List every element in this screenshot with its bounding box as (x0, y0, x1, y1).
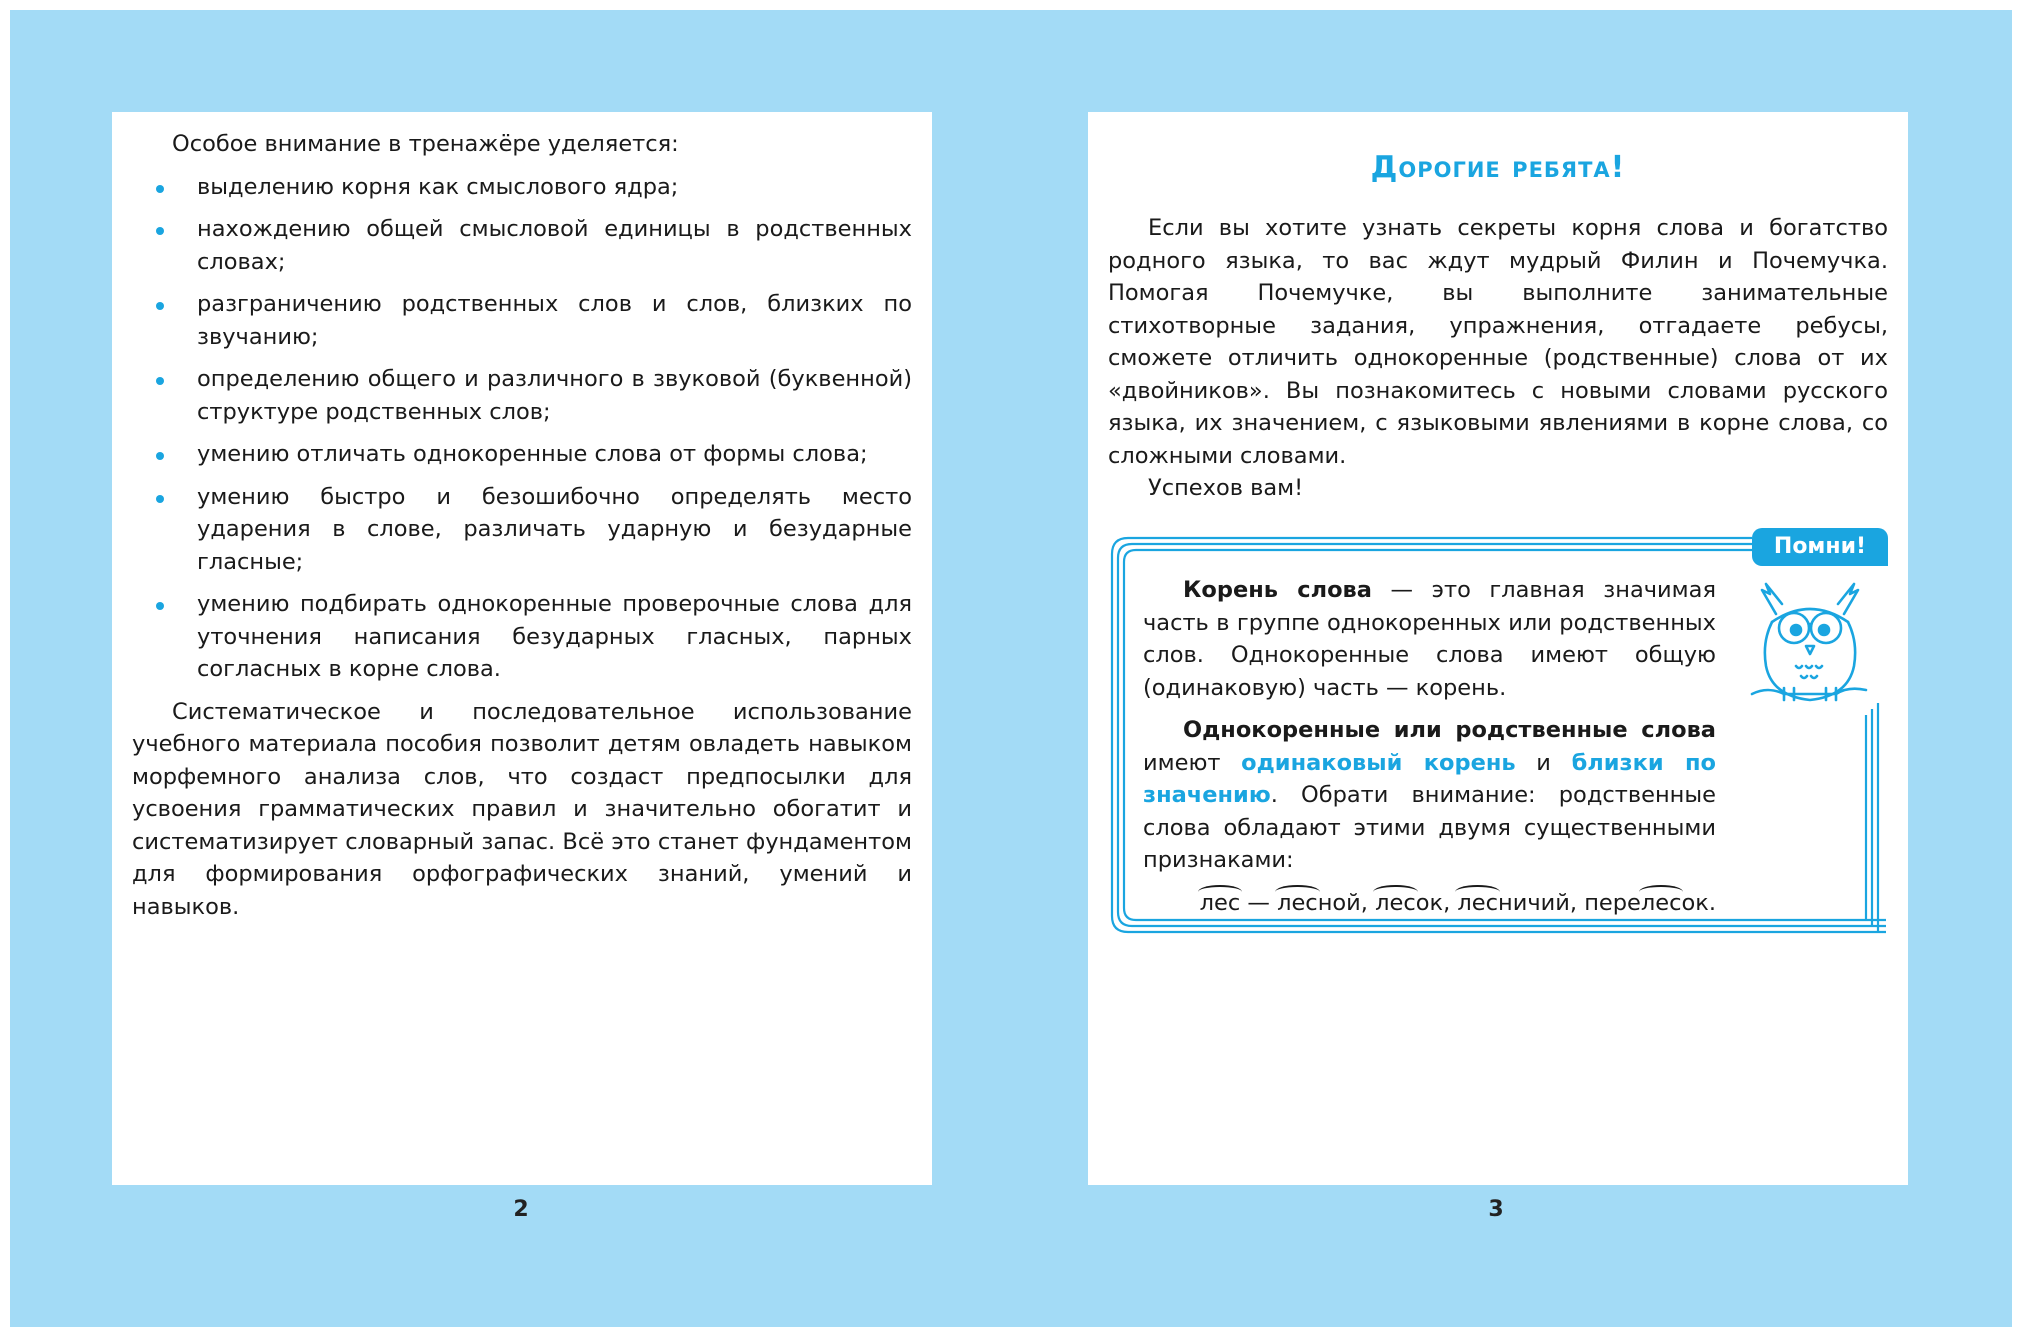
intro-paragraph: Если вы хотите узнать секреты корня слова и богатство родного языка, то вас ждут мудрый Филин и Почемучка. Помогая Почемучке, вы выполните занимательные стихотворные задания, упражнения, отгадаете ребусы, сможете отличить однокоренные (родственные) слова от их «двойников». Вы познакомитесь с новыми словами русского языка, их значением, с языковыми явлениями в корне слова, со сложными словами. (1108, 215, 1888, 469)
root-mark: лес (1277, 887, 1318, 920)
page-right (1088, 112, 1908, 1185)
intro-text: Особое внимание в тренажёре уделяется: (172, 131, 679, 157)
root-mark: лес (1457, 887, 1498, 920)
example-word: лесничий (1457, 890, 1569, 916)
examples-line: лес — лесной, лесок, лесничий, перелесок. (1143, 887, 1716, 920)
list-item: умению отличать однокоренные слова от формы слова; (132, 438, 912, 471)
left-page-body (132, 128, 912, 923)
root-mark: лес (1375, 887, 1416, 920)
root-mark: лес (1200, 887, 1241, 920)
bullet-list (132, 171, 912, 686)
page-heading: Дорогие ребята! (1370, 150, 1626, 185)
example-word: перелесок (1584, 890, 1709, 916)
memo-definition-related: Однокоренные или родственные слова имеют одинаковый корень и близки по значению. Обрати внимание: родственные слова обладают этими двумя существенными признаками: (1143, 717, 1717, 873)
memo-box (1108, 528, 1888, 934)
feature-close-meaning: близки по значению (1143, 749, 1717, 808)
owl-icon (1748, 582, 1872, 712)
feature-same-root: одинаковый корень (1241, 749, 1516, 776)
page-left (112, 112, 932, 1185)
list-item: умению быстро и безошибочно определять место ударения в слове, различать ударную и безударные гласные; (132, 481, 912, 579)
list-item: разграничению родственных слов и слов, близких по звучанию; (132, 288, 912, 353)
page-number-left: 2 (513, 1197, 529, 1222)
list-item: определению общего и различного в звуковой (буквенной) структуре родственных слов; (132, 363, 912, 428)
conclusion-text: Систематическое и последовательное использование учебного материала пособия позволит детям овладеть навыком морфемного анализа слов, что создаст предпосылки для усвоения грамматических правил и значительно обогатит и систематизирует словарный запас. Всё это станет фундаментом для формирования орфографических знаний, умений и навыков. (132, 698, 912, 920)
root-mark: лес (1641, 887, 1682, 920)
right-page-body (1108, 212, 1888, 505)
wish-text: Успехов вам! (1148, 475, 1304, 501)
list-item: умению подбирать однокоренные проверочные слова для уточнения написания безударных гласных, парных согласных в корне слова. (132, 588, 912, 686)
bullet-icon (156, 302, 164, 310)
bullet-icon (156, 495, 164, 503)
example-word (1200, 890, 1241, 916)
bullet-icon (156, 602, 164, 610)
bullet-icon (156, 227, 164, 235)
list-item: выделению корня как смыслового ядра; (132, 171, 912, 204)
remember-badge: Помни! (1752, 528, 1888, 566)
bullet-icon (156, 185, 164, 193)
memo-text (1143, 574, 1716, 929)
bullet-icon (156, 452, 164, 460)
example-word: лесной (1277, 890, 1361, 916)
example-word: лесок (1375, 890, 1443, 916)
page-number-right: 3 (1488, 1197, 1504, 1222)
list-item: нахождению общей смысловой единицы в родственных словах; (132, 213, 912, 278)
memo-definition-root: Корень слова — это главная значимая часть в группе однокоренных или родственных слов. Однокоренные слова имеют общую (одинаковую) часть — корень. (1143, 577, 1716, 701)
bullet-icon (156, 377, 164, 385)
